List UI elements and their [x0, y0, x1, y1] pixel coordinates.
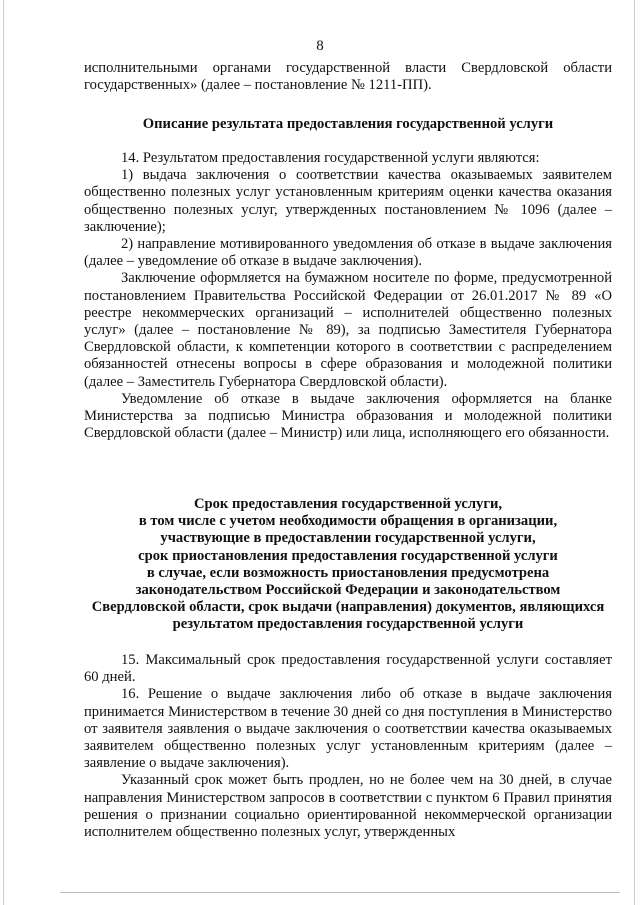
- scan-edge-bottom: [60, 892, 620, 893]
- paragraph-15: 15. Максимальный срок предоставления государственной услуги составляет 60 дней.: [84, 652, 612, 686]
- scan-edge-right: [634, 0, 635, 905]
- result-heading-block: [84, 116, 612, 133]
- paragraph-notice: Уведомление об отказе в выдаче заключения оформляется на бланке Министерства за подписью Министра образования и молодежной политики Свердловской области (далее – Министр) или лица, исполняющего его обязанности.: [84, 390, 612, 442]
- intro-paragraph: исполнительными органами государственной власти Свердловской области государственных» (далее – постановление № 1211-ПП).: [84, 60, 612, 94]
- intro-paragraph-block: [84, 60, 612, 94]
- scan-edge-left: [3, 0, 4, 905]
- term-heading-line: в случае, если возможность приостановления предусмотрена: [146, 564, 550, 581]
- paragraph-14: 14. Результатом предоставления государственной услуги являются:: [121, 150, 540, 166]
- paragraph-extension: Указанный срок может быть продлен, но не более чем на 30 дней, в случае направления Министерством запросов в соответствии с пунктом 6 Правил принятия решения о признании социально ориентированной некоммерческой организации исполнителем общественно полезных услуг, утвержденных: [84, 772, 612, 841]
- term-paragraphs: [84, 652, 612, 841]
- term-heading-line: срок приостановления предоставления государственной услуги: [138, 547, 558, 564]
- term-heading-line: участвующие в предоставлении государственной услуги,: [160, 530, 536, 547]
- term-heading-line: Срок предоставления государственной услуги,: [193, 496, 503, 512]
- result-heading: Описание результата предоставления государственной услуги: [142, 116, 554, 132]
- term-heading-line: законодательством Российской Федерации и законодательством: [135, 582, 561, 599]
- paragraph-16: 16. Решение о выдаче заключения либо об отказе в выдаче заключения принимается Министерством в течение 30 дней со дня поступления в Министерство от заявителя заявления о выдаче заключения о соответствии качества оказываемых заявителем общественно полезных услуг установленным критериям (далее – заявление о выдаче заключения).: [84, 686, 612, 772]
- paragraph-14-item-2: 2) направление мотивированного уведомления об отказе в выдаче заключения (далее – уведомление об отказе в выдаче заключения).: [84, 236, 612, 270]
- term-heading-line: Свердловской области, срок выдачи (направления) документов, являющихся: [91, 599, 605, 616]
- term-heading-line: результатом предоставления государственной услуги: [172, 616, 524, 633]
- paragraph-conclusion: Заключение оформляется на бумажном носителе по форме, предусмотренной постановлением Правительства Российской Федерации от 26.01.2017 № 89 «О реестре некоммерческих организаций – исполнителей общественно полезных услуг» (далее – постановление № 89), за подписью Заместителя Губернатора Свердловской области, к компетенции которого в соответствии с распределением обязанностей отнесены вопросы в сфере образования и молодежной политики (далее – Заместитель Губернатора Свердловской области).: [84, 270, 612, 390]
- paragraph-14-item-1: 1) выдача заключения о соответствии качества оказываемых заявителем общественно полезных услуг установленным критериям оценки качества оказания общественно полезных услуг, утвержденных постановлением № 1096 (далее – заключение);: [84, 167, 612, 235]
- page-number: 8: [316, 38, 324, 54]
- result-paragraphs: [84, 150, 612, 442]
- term-heading-line: в том числе с учетом необходимости обращения в организации,: [138, 513, 558, 530]
- term-heading-block: [84, 496, 612, 634]
